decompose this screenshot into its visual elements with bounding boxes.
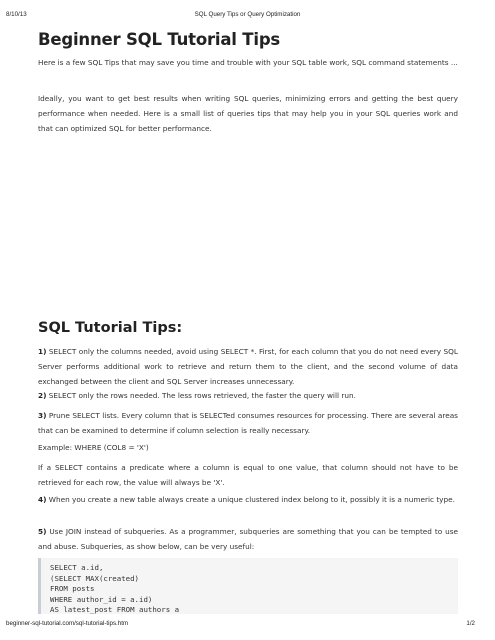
tip-number: 1) (38, 347, 47, 356)
tip-number: 5) (38, 527, 47, 536)
print-title: SQL Query Tips or Query Optimization (194, 11, 301, 18)
tip-text: SELECT only the rows needed. The less rows retrieved, the faster the query will run. (46, 391, 356, 400)
tip-text: Prune SELECT lists. Every column that is SELECTed consumes resources for processing. There are several areas that can be examined to determine if column selection is really necessary. (38, 411, 458, 435)
print-date: 8/10/13 (6, 11, 27, 18)
tip-3-example: Example: WHERE (COL8 = 'X') (38, 443, 149, 452)
intro-paragraph-2: Ideally, you want to get best results when writing SQL queries, minimizing errors and getting the best query performance when needed. Here is a small list of queries tips that may help you in your SQL queries work and that can optimized SQL for better performance. (38, 94, 458, 133)
code-line: (SELECT MAX(created) (50, 573, 139, 583)
tip-3-explanation: If a SELECT contains a predicate where a column is equal to one value, that column should not have to be retrieved for each row, the value will always be 'X'. (38, 463, 458, 487)
intro-paragraph-1: Here is a few SQL Tips that may save you time and trouble with your SQL table work, SQL command statements ... (38, 58, 458, 67)
tip-number: 3) (38, 411, 47, 420)
code-line: SELECT a.id, (50, 563, 104, 572)
print-url: beginner-sql-tutorial.com/sql-tutorial-tips.htm (6, 620, 129, 627)
tip-1 (38, 344, 458, 389)
tip-2 (38, 388, 458, 403)
tip-number: 2) (38, 391, 47, 400)
code-line: WHERE author_id = a.id) (50, 594, 153, 604)
tip-number: 4) (38, 495, 47, 504)
code-line: AS latest_post FROM authors a (50, 605, 180, 614)
tips-heading: SQL Tutorial Tips: (38, 320, 183, 336)
tip-4 (38, 492, 458, 507)
tip-3 (38, 408, 458, 438)
tip-text: SELECT only the columns needed, avoid using SELECT *. First, for each column that you do not need every SQL Server performs additional work to retrieve and return them to the client, and the second volume of data exchanged between the client and SQL Server increases unnecessary. (38, 347, 458, 386)
tip-5 (38, 524, 458, 554)
code-block (38, 558, 458, 614)
page-number: 1/2 (466, 620, 475, 627)
page-title: Beginner SQL Tutorial Tips (38, 30, 281, 49)
code-line: FROM posts (50, 584, 95, 594)
tip-text: Use JOIN instead of subqueries. As a programmer, subqueries are something that you can be tempted to use and abuse. Subqueries, as show below, can be very useful: (38, 527, 458, 551)
tip-text: When you create a new table always create a unique clustered index belong to it, possibly it is a numeric type. (46, 495, 455, 504)
